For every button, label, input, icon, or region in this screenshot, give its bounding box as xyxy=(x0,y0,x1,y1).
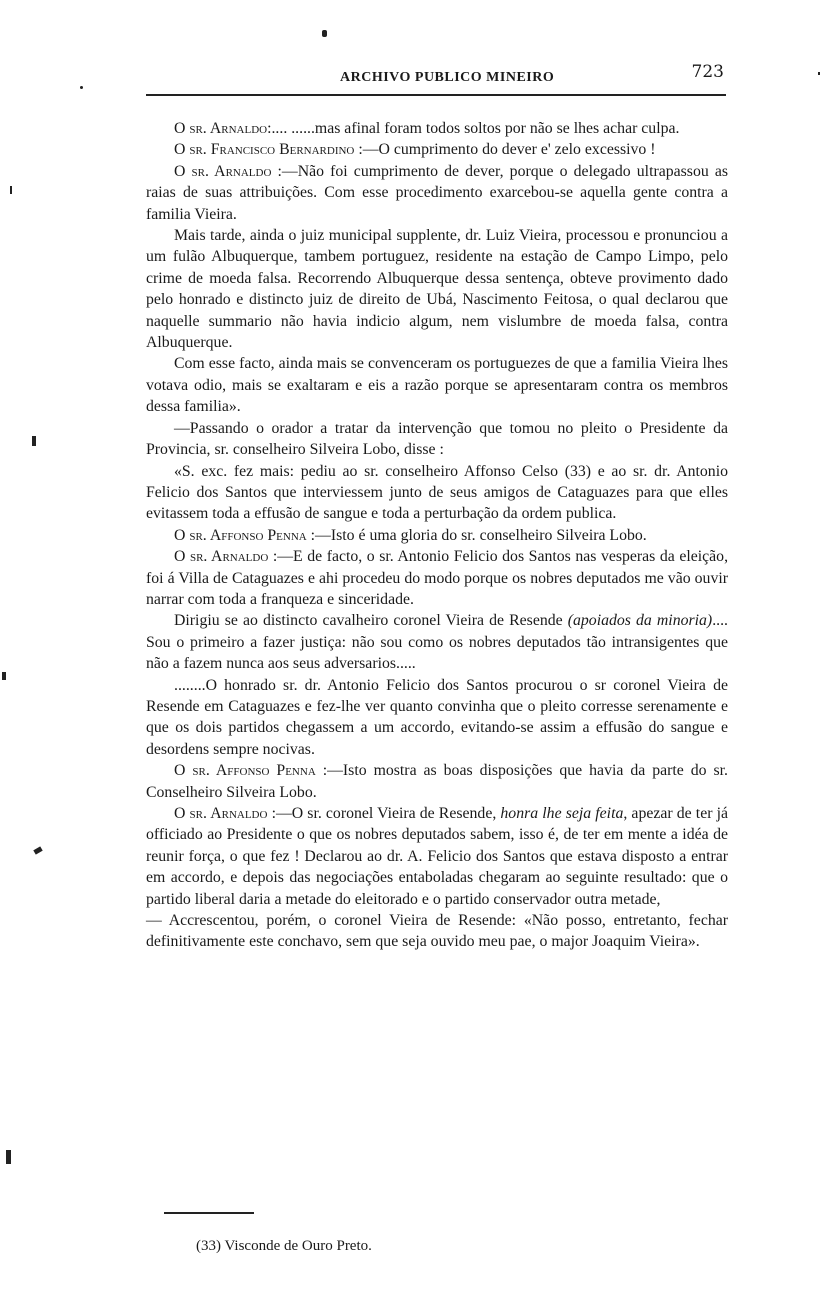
speaker-name: O sr. Arnaldo xyxy=(174,162,272,180)
paragraph: —Passando o orador a tratar da intervenção que tomou no pleito o Presidente da Provincia, sr. conselheiro Silveira Lobo, disse : xyxy=(146,419,728,459)
scan-dot xyxy=(32,436,36,446)
speaker-name: O sr. Francisco Bernardino xyxy=(174,141,355,159)
paragraph: O sr. Arnaldo:.... ......mas afinal foram todos soltos por não se lhes achar culpa. xyxy=(174,120,680,137)
paragraph: O sr. Arnaldo :—Não foi cumprimento de dever, porque o delegado ultrapassou as raias de suas attribuições. Com esse procedimento exarcebou-se aquella gente contra a familia Vieira. xyxy=(146,162,729,223)
paragraph: O sr. Arnaldo :—E de facto, o sr. Antonio Felicio dos Santos nas vesperas da eleição, foi á Villa de Cataguazes e ahi procedeu do modo porque os nobres deputados me vão ouvir narrar com toda a franqueza e sinceridade. xyxy=(146,548,729,608)
paragraph: — Accrescentou, porém, o coronel Vieira de Resende: «Não posso, entretanto, fechar definitivamente este conchavo, sem que seja ouvido meu pae, o major Joaquim Vieira». xyxy=(146,912,728,951)
scan-dot xyxy=(33,846,42,854)
paragraph: «S. exc. fez mais: pediu ao sr. conselheiro Affonso Celso (33) e ao sr. dr. Antonio Felicio dos Santos que interviessem junto de seus amigos de Cataguazes para que elles evitassem toda a effusão de sangue e toda a perturbação da ordem publica. xyxy=(146,462,728,523)
footnote-text: Visconde de Ouro Preto. xyxy=(224,1238,372,1254)
speaker-name: O sr. Affonso Penna xyxy=(174,762,316,780)
paragraph: Dirigiu se ao distincto cavalheiro coronel Vieira de Resende (apoiados da minoria).... Sou o primeiro a fazer justiça: não sou como os nobres deputados tão intransigentes que não a fazem nunca aos seus adversarios..... xyxy=(146,612,728,673)
paragraph: O sr. Francisco Bernardino :—O cumprimento do dever e' zelo excessivo ! xyxy=(174,141,656,159)
scan-dot xyxy=(2,672,6,680)
speaker-name: O sr. Arnaldo: xyxy=(174,120,272,137)
running-title: ARCHIVO PUBLICO MINEIRO xyxy=(340,70,555,85)
scan-dot xyxy=(818,72,820,75)
footnote-rule xyxy=(164,1212,254,1214)
page-number: 723 xyxy=(691,62,724,82)
paragraph: O sr. Affonso Penna :—Isto é uma gloria do sr. conselheiro Silveira Lobo. xyxy=(174,526,647,544)
header-rule xyxy=(146,94,726,96)
paragraph: O sr. Affonso Penna :—Isto mostra as boas disposições que havia da parte do sr. Conselheiro Silveira Lobo. xyxy=(146,762,728,801)
speaker-name: O sr. Arnaldo xyxy=(174,805,268,822)
paragraph: Mais tarde, ainda o juiz municipal supplente, dr. Luiz Vieira, processou e pronunciou a um fulão Albuquerque, tambem portuguez, residente na estação de Campo Limpo, pelo crime de moeda falsa. Recorrendo Albuquerque dessa sentença, obteve provimento dado pelo honrado e distincto juiz de direito de Ubá, Nascimento Feitosa, o qual declarou que naquelle summario não havia indicio algum, nem vislumbre de moeda falsa, contra Albuquerque. xyxy=(146,227,728,352)
paragraph: O sr. Arnaldo :—O sr. coronel Vieira de Resende, honra lhe seja feita, apezar de ter já officiado ao Presidente o que os nobres deputados sabem, isso é, de ter em mente a idéa de reunir força, o que fez ! Declarou ao dr. A. Felicio dos Santos que estava disposto a entrar em accordo, e depois das negociações entaboladas chegaram ao seguinte resultado: que o partido liberal daria a metade do eleitorado e o partido conservador outra metade, xyxy=(146,805,728,908)
scan-dot xyxy=(10,186,12,194)
footnote xyxy=(196,1238,372,1255)
speaker-name: O sr. Affonso Penna xyxy=(174,526,307,544)
footnote-marker: (33) xyxy=(196,1238,221,1254)
paragraph: Com esse facto, ainda mais se convenceram os portuguezes de que a familia Vieira lhes votava odio, mais se exaltaram e eis a razão porque se apresentaram contra os membros dessa familia». xyxy=(146,355,728,416)
paragraph: ........O honrado sr. dr. Antonio Felicio dos Santos procurou o sr coronel Vieira de Resende em Cataguazes e fez-lhe ver quanto convinha que o pleito corresse serenamente e que os dois partidos chegassem a um accordo, evitando-se assim a effusão do sangue e desordens sempre nocivas. xyxy=(146,676,728,758)
text-body xyxy=(146,118,728,953)
scan-dot xyxy=(6,1150,11,1164)
speaker-name: O sr. Arnaldo xyxy=(174,548,269,566)
scan-dot xyxy=(322,30,327,37)
page-header xyxy=(146,58,726,98)
scan-dot xyxy=(80,86,83,89)
